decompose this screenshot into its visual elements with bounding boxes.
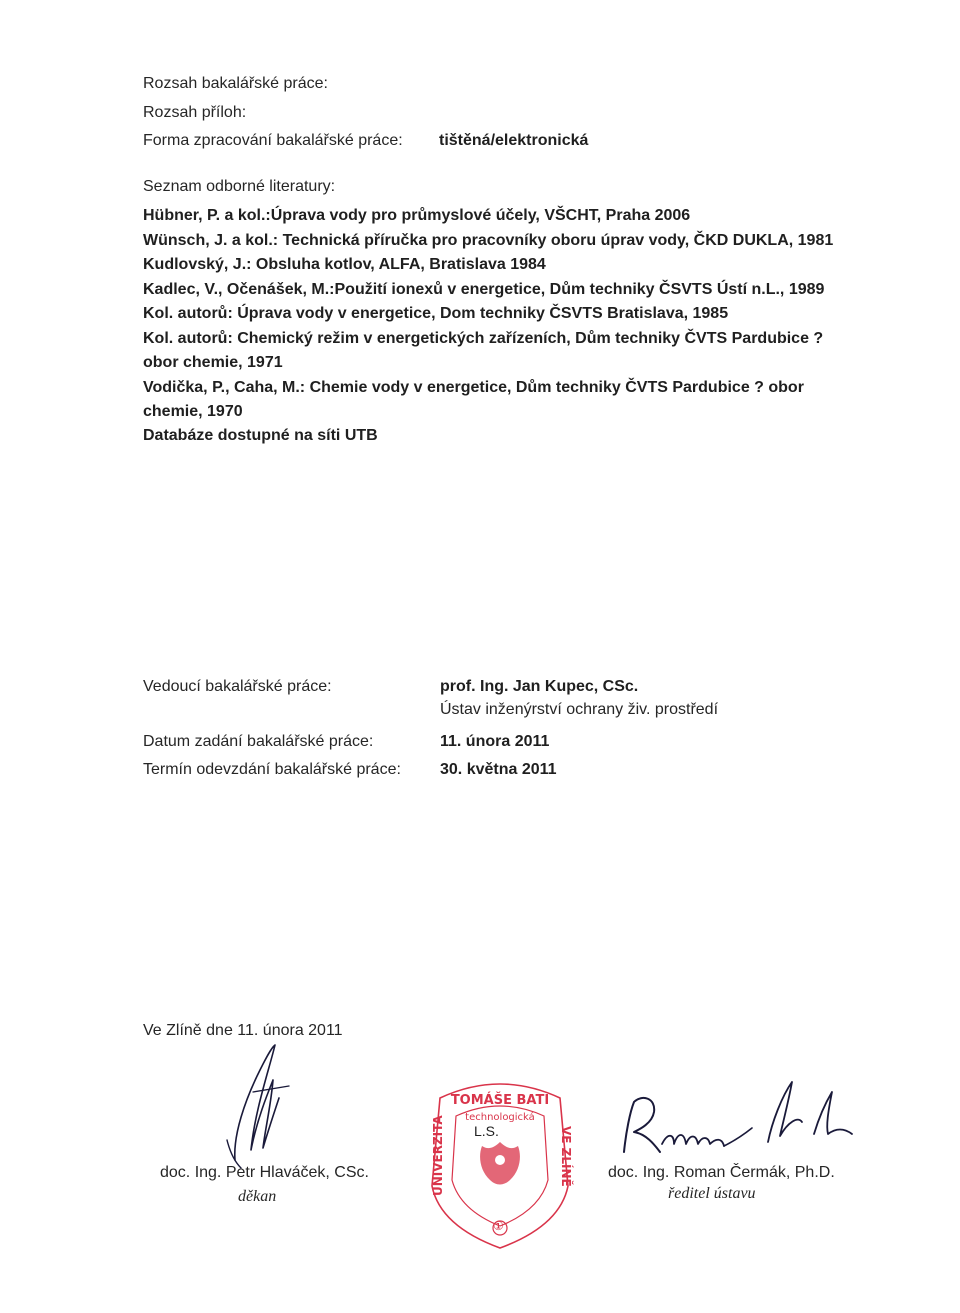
dean-role: děkan bbox=[238, 1188, 277, 1205]
director-name: doc. Ing. Roman Čermák, Ph.D. bbox=[608, 1164, 835, 1181]
supervisor-institute: Ústav inženýrství ochrany živ. prostředí bbox=[440, 701, 719, 718]
literature-item: obor chemie, 1971 bbox=[143, 354, 283, 371]
literature-item: Vodička, P., Caha, M.: Chemie vody v energetice, Dům techniky ČVTS Pardubice ? obor bbox=[143, 379, 804, 396]
deadline-label: Termín odevzdání bakalářské práce: bbox=[143, 761, 401, 778]
supervisor-label: Vedoucí bakalářské práce: bbox=[143, 678, 332, 695]
literature-item: Kol. autorů: Chemický režim v energetických zařízeních, Dům techniky ČVTS Pardubice ? bbox=[143, 330, 824, 347]
scope-label: Rozsah bakalářské práce: bbox=[143, 75, 328, 92]
director-role: ředitel ústavu bbox=[668, 1185, 756, 1202]
stamp-number: ① bbox=[493, 1219, 504, 1233]
literature-item: Kadlec, V., Očenášek, M.:Použití ionexů v energetice, Dům techniky ČSVTS Ústí n.L., 1989 bbox=[143, 281, 825, 298]
place-date: Ve Zlíně dne 11. února 2011 bbox=[143, 1022, 343, 1039]
literature-heading: Seznam odborné literatury: bbox=[143, 178, 336, 195]
literature-item: Kudlovský, J.: Obsluha kotlov, ALFA, Bratislava 1984 bbox=[143, 256, 546, 273]
supervisor-name: prof. Ing. Jan Kupec, CSc. bbox=[440, 678, 639, 695]
form-label: Forma zpracování bakalářské práce: bbox=[143, 132, 403, 149]
literature-item: Wünsch, J. a kol.: Technická příručka pro pracovníky oboru úprav vody, ČKD DUKLA, 1981 bbox=[143, 232, 834, 249]
attachments-label: Rozsah příloh: bbox=[143, 104, 247, 121]
assigned-label: Datum zadání bakalářské práce: bbox=[143, 733, 374, 750]
svg-text:UNIVERZITA: UNIVERZITA bbox=[431, 1115, 445, 1196]
stamp-ls: L.S. bbox=[474, 1123, 499, 1139]
svg-text:TOMÁŠE BATI: TOMÁŠE BATI bbox=[450, 1093, 550, 1108]
literature-item: Databáze dostupné na síti UTB bbox=[143, 427, 378, 444]
dean-signature bbox=[205, 1040, 315, 1170]
svg-text:VE ZLÍNĚ: VE ZLÍNĚ bbox=[559, 1126, 573, 1187]
director-signature bbox=[612, 1072, 862, 1162]
dean-name: doc. Ing. Petr Hlaváček, CSc. bbox=[160, 1164, 369, 1181]
literature-item: Kol. autorů: Úprava vody v energetice, Dom techniky ČSVTS Bratislava, 1985 bbox=[143, 305, 729, 322]
literature-item: Hübner, P. a kol.:Úprava vody pro průmyslové účely, VŠCHT, Praha 2006 bbox=[143, 207, 691, 224]
form-value: tištěná/elektronická bbox=[439, 132, 589, 149]
svg-text:technologická: technologická bbox=[465, 1112, 535, 1123]
deadline-date: 30. května 2011 bbox=[440, 761, 557, 778]
assigned-date: 11. února 2011 bbox=[440, 733, 550, 750]
literature-item: chemie, 1970 bbox=[143, 403, 243, 420]
